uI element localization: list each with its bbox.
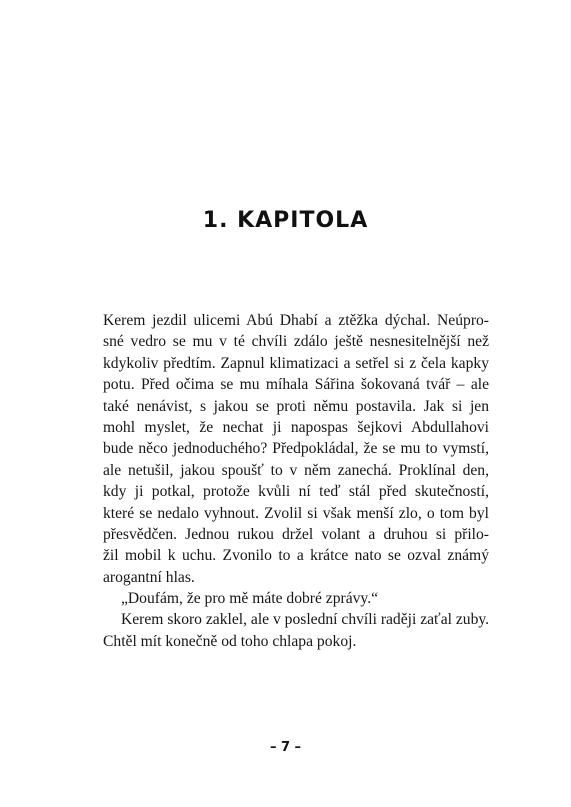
text-line: Kerem jezdil ulicemi Abú Dhabí a ztěžka dýchal. Neúpro- bbox=[103, 312, 489, 329]
text-line: potu. Před očima se mu míhala Sářina šokovaná tvář – ale bbox=[103, 376, 489, 394]
text-line: Chtěl mít konečně od toho chlapa pokoj. bbox=[103, 632, 357, 650]
page-number: – 7 – bbox=[269, 740, 302, 755]
text-line: ale netušil, jakou spoušť to v něm zanechá. Proklínal den, bbox=[103, 461, 489, 479]
chapter-body-text bbox=[103, 310, 489, 652]
text-line: které se nedalo vyhnout. Zvolil si však menší zlo, o tom byl bbox=[103, 504, 489, 522]
text-line: žil mobil k uchu. Zvonilo to a krátce nato se ozval známý bbox=[103, 547, 489, 565]
chapter-title: 1. KAPITOLA bbox=[202, 208, 369, 233]
text-line: bude něco jednoduchého? Předpokládal, že se mu to vymstí, bbox=[103, 440, 489, 458]
text-line: kdykoliv předtím. Zapnul klimatizaci a setřel si z čela kapky bbox=[103, 354, 489, 372]
text-line: mohl myslet, že nechat ji napospas šejkovi Abdullahovi bbox=[103, 418, 489, 436]
text-line: „Doufám, že pro mě máte dobré zprávy.“ bbox=[121, 590, 379, 608]
text-line: také nenávist, s jakou se proti němu postavila. Jak si jen bbox=[103, 397, 489, 415]
text-line: sné vedro se mu v té chvíli zdálo ještě nesnesitelnější než bbox=[103, 333, 489, 351]
text-line: Kerem skoro zaklel, ale v poslední chvíli raději zaťal zuby. bbox=[121, 611, 490, 629]
text-line: kdy ji potkal, protože kvůli ní teď stál před skutečností, bbox=[103, 483, 489, 501]
text-line: přesvědčen. Jednou rukou držel volant a druhou si přilo- bbox=[103, 525, 489, 543]
text-line: arogantní hlas. bbox=[103, 568, 195, 586]
